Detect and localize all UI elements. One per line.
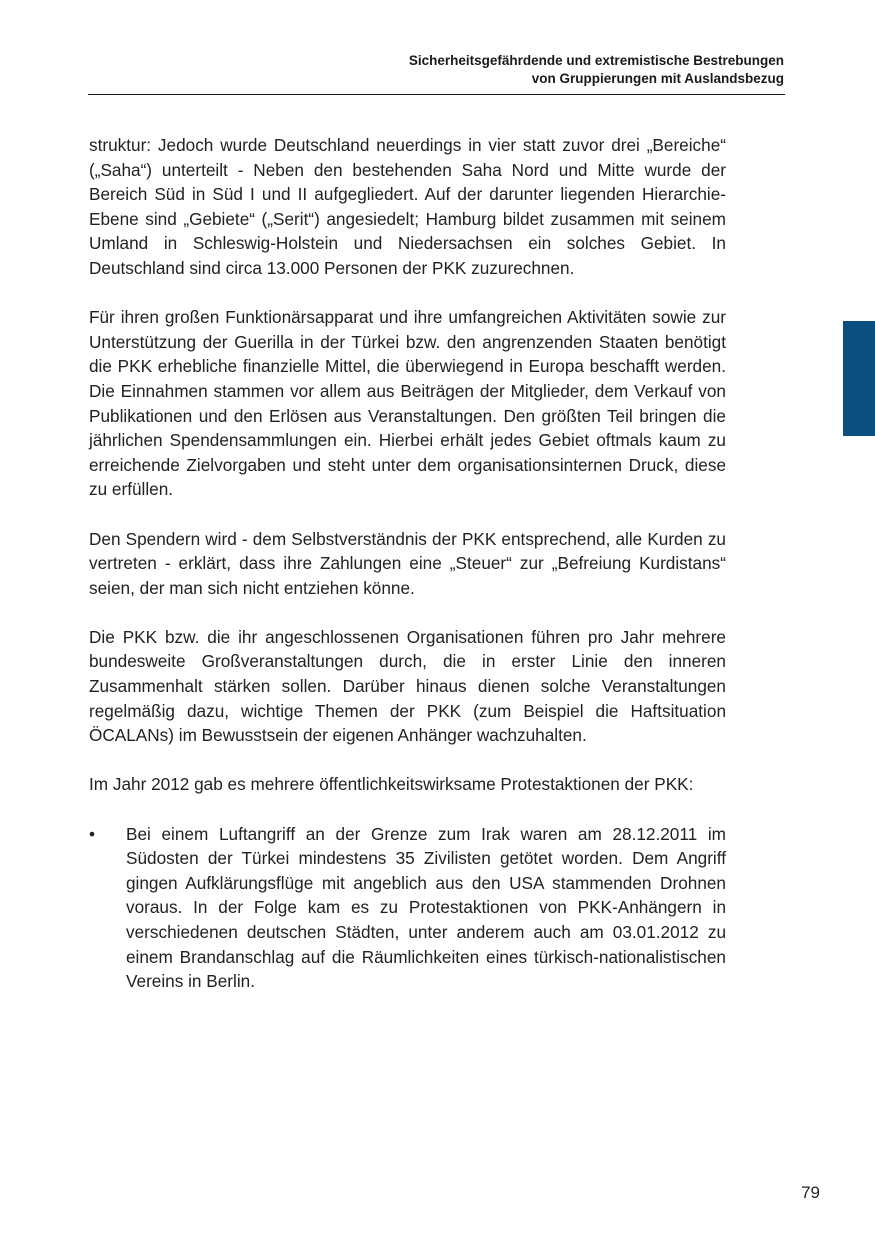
bullet-list-item xyxy=(89,822,726,994)
running-header-line-1: Sicherheitsgefährdende und extremistische Bestrebungen xyxy=(408,53,784,68)
paragraph-2: Für ihren großen Funktionärsapparat und ihre umfangreichen Aktivitäten sowie zur Unterstützung der Guerilla in der Türkei bzw. den angrenzenden Staaten benötigt die PKK erhebliche finanzielle Mittel, die überwiegend in Europa beschafft werden. Die Einnahmen stammen vor allem aus Beiträgen der Mitglieder, dem Verkauf von Publikationen und den Erlösen aus Veranstaltungen. Den größten Teil bringen die jährlichen Spendensammlungen ein. Hierbei erhält jedes Gebiet oftmals kaum zu erreichende Zielvorgaben und steht unter dem organisationsinternen Druck, diese zu erfüllen. xyxy=(89,307,726,500)
header-divider xyxy=(88,94,785,95)
bullet-icon: • xyxy=(89,823,96,844)
paragraph-1: struktur: Jedoch wurde Deutschland neuerdings in vier statt zuvor drei „Bereiche“ („Saha“) unterteilt - Neben den bestehenden Saha Nord und Mitte wurde der Bereich Süd in Süd I und II aufgegliedert. Auf der darunter liegenden Hierarchie-Ebene sind „Gebiete“ („Serit“) angesiedelt; Hamburg bildet zusammen mit seinem Umland in Schleswig-Holstein und Niedersachsen ein solches Gebiet. In Deutschland sind circa 13.000 Personen der PKK zuzurechnen. xyxy=(89,135,726,278)
bullet-text: Bei einem Luftangriff an der Grenze zum Irak waren am 28.12.2011 im Südosten der Türkei mindestens 35 Zivilisten getötet worden. Dem Angriff gingen Aufklärungsflüge mit angeblich aus den USA stammenden Drohnen voraus. In der Folge kam es zu Protestaktionen von PKK-Anhängern in verschiedenen deutschen Städten, unter anderem auch am 03.01.2012 zu einem Brandanschlag auf die Räumlichkeiten eines türkisch-nationalistischen Vereins in Berlin. xyxy=(126,823,726,992)
page-number: 79 xyxy=(801,1183,820,1202)
running-header-line-2: von Gruppierungen mit Auslandsbezug xyxy=(531,71,784,86)
chapter-side-tab xyxy=(843,321,875,436)
body-text xyxy=(89,133,726,994)
paragraph-3: Den Spendern wird - dem Selbstverständnis der PKK entsprechend, alle Kurden zu vertreten - erklärt, dass ihre Zahlungen eine „Steuer“ zur „Befreiung Kurdistans“ seien, der man sich nicht entziehen könne. xyxy=(89,528,726,598)
paragraph-4: Die PKK bzw. die ihr angeschlossenen Organisationen führen pro Jahr mehrere bundesweite Großveranstaltungen durch, die in erster Linie den inneren Zusammenhalt stärken sollen. Darüber hinaus dienen solche Veranstaltungen regelmäßig dazu, wichtige Themen der PKK (zum Beispiel die Haftsituation ÖCALANs) im Bewusstsein der eigenen Anhänger wachzuhalten. xyxy=(89,626,726,746)
running-header xyxy=(88,52,784,88)
paragraph-5: Im Jahr 2012 gab es mehrere öffentlichkeitswirksame Protestaktionen der PKK: xyxy=(89,774,694,795)
